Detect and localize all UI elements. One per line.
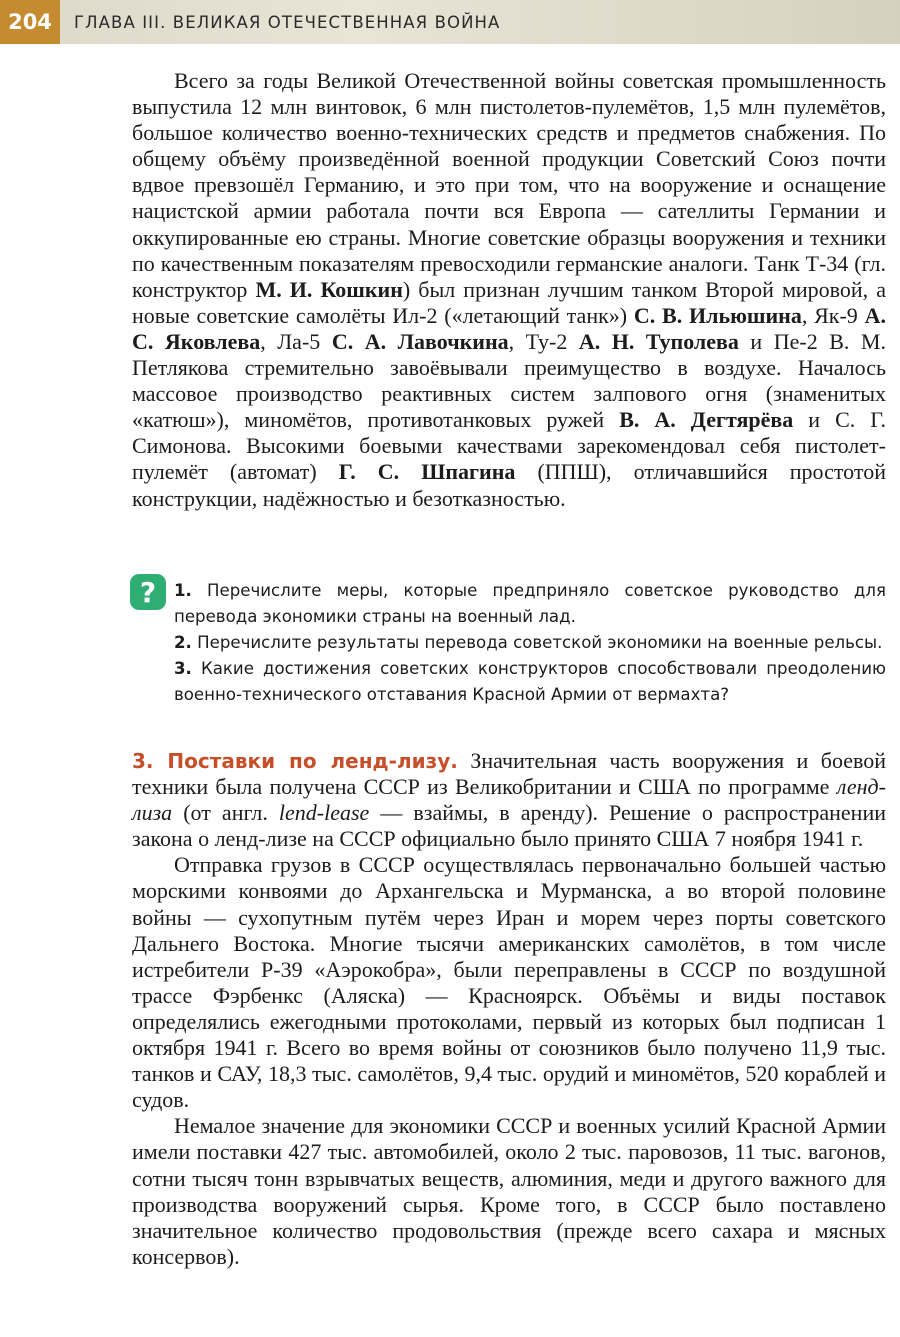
designer-ilyushin: С. В. Ильюшина xyxy=(633,302,802,328)
review-questions xyxy=(174,578,886,708)
designer-shpagin: Г. С. Шпагина xyxy=(338,459,516,485)
paragraph-supplies: Немалое значение для экономики СССР и военных усилий Красной Армии имели поставки 427 тыс. автомобилей, около 2 тыс. паровозов, 11 тыс. вагонов, сотни тысяч тонн взрывчатых веществ, алюминия, меди и другого важного для производства вооружений сырья. Кроме того, в СССР было поставлено значительное количество продовольствия (прежде всего сахара и мясных консервов). xyxy=(132,1113,886,1269)
designer-degtyarev: В. А. Дегтярёва xyxy=(619,407,794,433)
designer-lavochkin: С. А. Лавочкина xyxy=(331,328,509,354)
paragraph-shipments: Отправка грузов в СССР осуществлялась первоначально большей частью морскими конвоями до Архангельска и Мурманска, а во второй половине войны — сухопутным путём через Иран и морем через порты советского Дальнего Востока. Многие тысячи американских самолётов, в том числе истребители Р-39 «Аэрокобра», были переправлены в СССР по воздушной трассе Фэрбенкс (Аляска) — Красноярск. Объёмы и виды поставок определялись ежегодными протоколами, первый из которых был подписан 1 октября 1941 г. Всего во время войны от союзников было получено 11,9 тыс. танков и САУ, 18,3 тыс. самолётов, 9,4 тыс. орудий и миномётов, 520 кораблей и судов. xyxy=(132,852,886,1113)
chapter-title: ГЛАВА III. ВЕЛИКАЯ ОТЕЧЕСТВЕННАЯ ВОЙНА xyxy=(74,13,501,32)
page-number: 204 xyxy=(0,0,60,44)
designer-yakovlev: А. С. Яковлева xyxy=(132,302,886,354)
section-lend-lease xyxy=(132,748,886,1270)
designer-tupolev: А. Н. Туполева xyxy=(578,328,739,354)
question-3: 3. Какие достижения советских конструкторов способствовали преодолению военно-технического отставания Красной Армии от вермахта? xyxy=(174,659,886,704)
term-lend-lease: ленд-лиза xyxy=(132,774,886,826)
designer-koshkin: М. И. Кошкин xyxy=(255,276,403,302)
question-2: 2. Перечислите результаты перевода советской экономики на военные рельсы. xyxy=(174,633,883,652)
question-mark-icon: ? xyxy=(130,574,166,610)
section-heading: 3. Поставки по ленд-лизу. xyxy=(132,749,458,773)
page-header xyxy=(0,0,900,44)
question-1: 1. Перечислите меры, которые предприняло советское руководство для перевода экономики страны на военный лад. xyxy=(174,581,886,626)
english-term: lend-lease xyxy=(278,800,370,826)
section-intro-paragraph: 3. Поставки по ленд-лизу. Значительная часть вооружения и боевой техники была получена СССР из Великобритании и США по программе ленд-лиза (от англ. lend-lease — взаймы, в аренду). Решение о распространении закона о ленд-лизе на СССР официально было принято США 7 ноября 1941 г. xyxy=(132,748,886,852)
paragraph-weapons-production: Всего за годы Великой Отечественной войны советская промышленность выпустила 12 млн винтовок, 6 млн пистолетов-пулемётов, 1,5 млн пулемётов, большое количество военно-технических средств и предметов снабжения. По общему объёму произведённой военной продукции Советский Союз почти вдвое превзошёл Германию, и это при том, что на вооружение и оснащение нацистской армии работала почти вся Европа — сателлиты Германии и оккупированные ею страны. Многие советские образцы вооружения и техники по качественным показателям превосходили германские аналоги. Танк Т-34 (гл. конструктор М. И. Кошкин) был признан лучшим танком Второй мировой, а новые советские самолёты Ил-2 («летающий танк») С. В. Ильюшина, Як-9 А. С. Яковлева, Ла-5 С. А. Лавочкина, Ту-2 А. Н. Туполева и Пе-2 В. М. Петлякова стремительно завоёвывали преимущество в воздухе. Началось массовое производство реактивных систем залпового огня (знаменитых «катюш»), миномётов, противотанковых ружей В. А. Дегтярёва и С. Г. Симонова. Высокими боевыми качествами зарекомендовал себя пистолет-пулемёт (автомат) Г. С. Шпагина (ППШ), отличавшийся простотой конструкции, надёжностью и безотказностью. xyxy=(132,68,886,511)
